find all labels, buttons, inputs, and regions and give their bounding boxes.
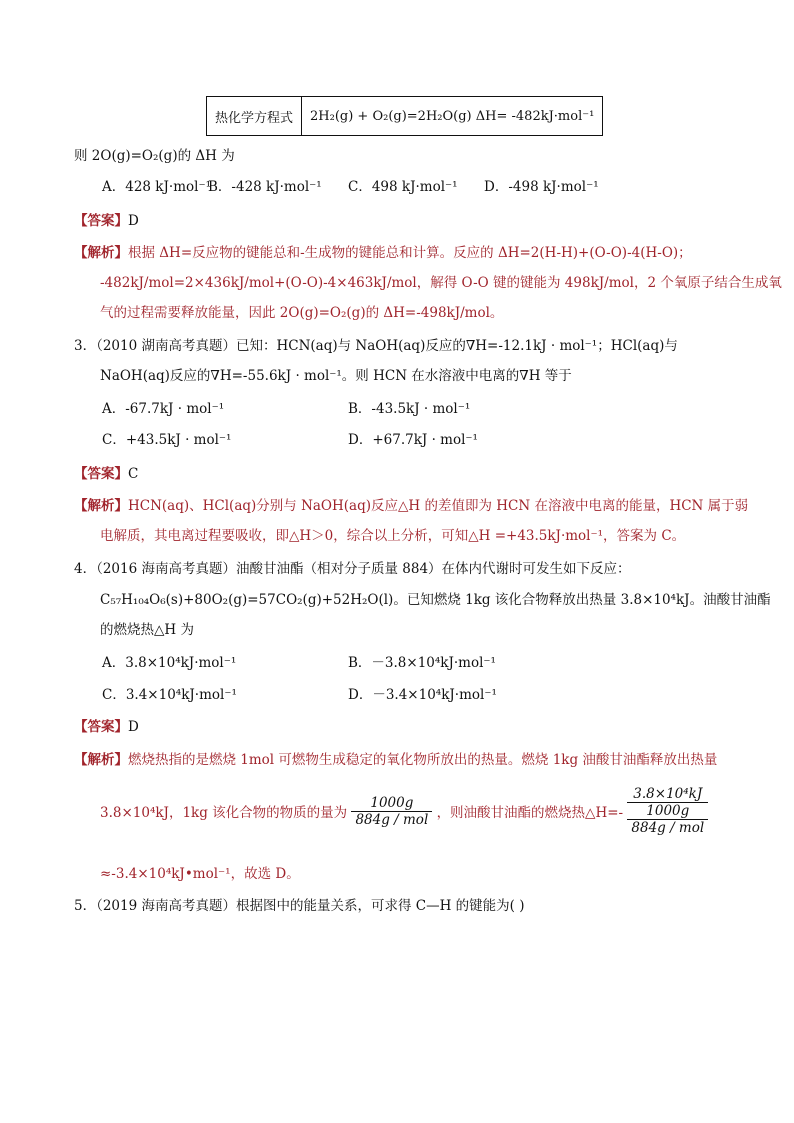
q2-answer <box>74 211 794 231</box>
answer-value: C <box>128 466 139 482</box>
table-equation-cell: 2H₂(g) + O₂(g)=2H₂O(g) ΔH= -482kJ·mol⁻¹ <box>302 97 603 136</box>
answer-tag: 【答案】 <box>74 466 128 482</box>
thermo-equation-table <box>206 96 603 136</box>
q3-option-c: C．+43.5kJ · mol⁻¹ <box>102 432 232 448</box>
answer-tag: 【答案】 <box>74 719 128 735</box>
q4-stem-line-3: 的燃烧热△H 为 <box>100 622 194 638</box>
q3-answer <box>74 464 794 484</box>
q3-analysis-line-1: 【解析】HCN(aq)、HCl(aq)分别与 NaOH(aq)反应△H 的差值即为 HCN 在溶液中电离的能量，HCN 属于弱 <box>74 498 749 514</box>
q2-option-a: A．428 kJ·mol⁻¹ <box>102 179 211 195</box>
q4-analysis-line-1: 【解析】燃烧热指的是燃烧 1mol 可燃物生成稳定的氧化物所放出的热量。燃烧 1kg 油酸甘油酯释放出热量 <box>74 752 718 768</box>
q3-stem-line-2: NaOH(aq)反应的∇H=-55.6kJ · mol⁻¹。则 HCN 在水溶液中电离的∇H 等于 <box>100 368 572 384</box>
q2-option-d: D．-498 kJ·mol⁻¹ <box>484 179 599 195</box>
analysis-tag: 【解析】 <box>74 498 128 514</box>
answer-value: D <box>128 719 139 735</box>
fraction-heat-over-moles: 3.8×10⁴kJ 1000g 884g / mol <box>627 786 708 836</box>
q4-stem-line-2: C₅₇H₁₀₄O₆(s)+80O₂(g)=57CO₂(g)+52H₂O(l)。已知燃烧 1kg 该化合物释放出热量 3.8×10⁴kJ。油酸甘油酯 <box>100 592 771 608</box>
q3-option-b: B．-43.5kJ · mol⁻¹ <box>348 401 471 417</box>
q4-analysis-line-2: 3.8×10⁴kJ，1kg 该化合物的物质的量为 $\frac{1000g}{\text{884g / mol}}$ ，则油酸甘油酯的燃烧热△H=- 3.8×10⁴kJ 1000g 884g / mol <box>100 786 794 836</box>
q2-option-b: B．-428 kJ·mol⁻¹ <box>208 179 322 195</box>
q3-analysis-line-2: 电解质，其电离过程要吸收，即△H＞0，综合以上分析，可知△H =+43.5kJ·mol⁻¹，答案为 C。 <box>100 528 686 544</box>
answer-tag: 【答案】 <box>74 213 128 229</box>
q4-option-b: B．－3.8×10⁴kJ·mol⁻¹ <box>348 655 496 671</box>
q4-option-c: C．3.4×10⁴kJ·mol⁻¹ <box>102 687 237 703</box>
q2-analysis-line-2: -482kJ/mol=2×436kJ/mol+(O-O)-4×463kJ/mol，解得 O-O 键的键能为 498kJ/mol，2 个氧原子结合生成氧 <box>100 275 782 291</box>
table-label-cell: 热化学方程式 <box>207 97 302 136</box>
answer-value: D <box>128 213 139 229</box>
analysis-tag: 【解析】 <box>74 752 128 768</box>
q2-analysis-line-3: 气的过程需要释放能量，因此 2O(g)=O₂(g)的 ΔH=-498kJ/mol。 <box>100 305 504 321</box>
q4-analysis-line-3: ≈-3.4×10⁴kJ•mol⁻¹，故选 D。 <box>100 866 300 882</box>
q2-analysis-line-1: 【解析】根据 ΔH=反应物的键能总和-生成物的键能总和计算。反应的 ΔH=2(H-H)+(O-O)-4(H-O)； <box>74 245 692 261</box>
q4-stem-line-1: 4．（2016 海南高考真题）油酸甘油酯（相对分子质量 884）在体内代谢时可发生如下反应： <box>74 561 631 577</box>
q2-option-c: C．498 kJ·mol⁻¹ <box>348 179 458 195</box>
q3-option-d: D．+67.7kJ · mol⁻¹ <box>348 432 478 448</box>
fraction-mass-over-molar: $\frac{1000g}{\text{884g / mol}}$ <box>351 795 432 828</box>
q4-option-a: A．3.8×10⁴kJ·mol⁻¹ <box>102 655 237 671</box>
q4-answer <box>74 717 794 737</box>
q3-option-a: A．-67.7kJ · mol⁻¹ <box>102 401 225 417</box>
q5-stem-line-1: 5．（2019 海南高考真题）根据图中的能量关系，可求得 C—H 的键能为( ) <box>74 898 525 914</box>
q3-stem-line-1: 3．（2010 湖南高考真题）已知：HCN(aq)与 NaOH(aq)反应的∇H=-12.1kJ · mol⁻¹；HCl(aq)与 <box>74 338 678 354</box>
q4-option-d: D．－3.4×10⁴kJ·mol⁻¹ <box>348 687 497 703</box>
analysis-tag: 【解析】 <box>74 245 128 261</box>
q2-prompt: 则 2O(g)=O₂(g)的 ΔH 为 <box>74 148 235 164</box>
